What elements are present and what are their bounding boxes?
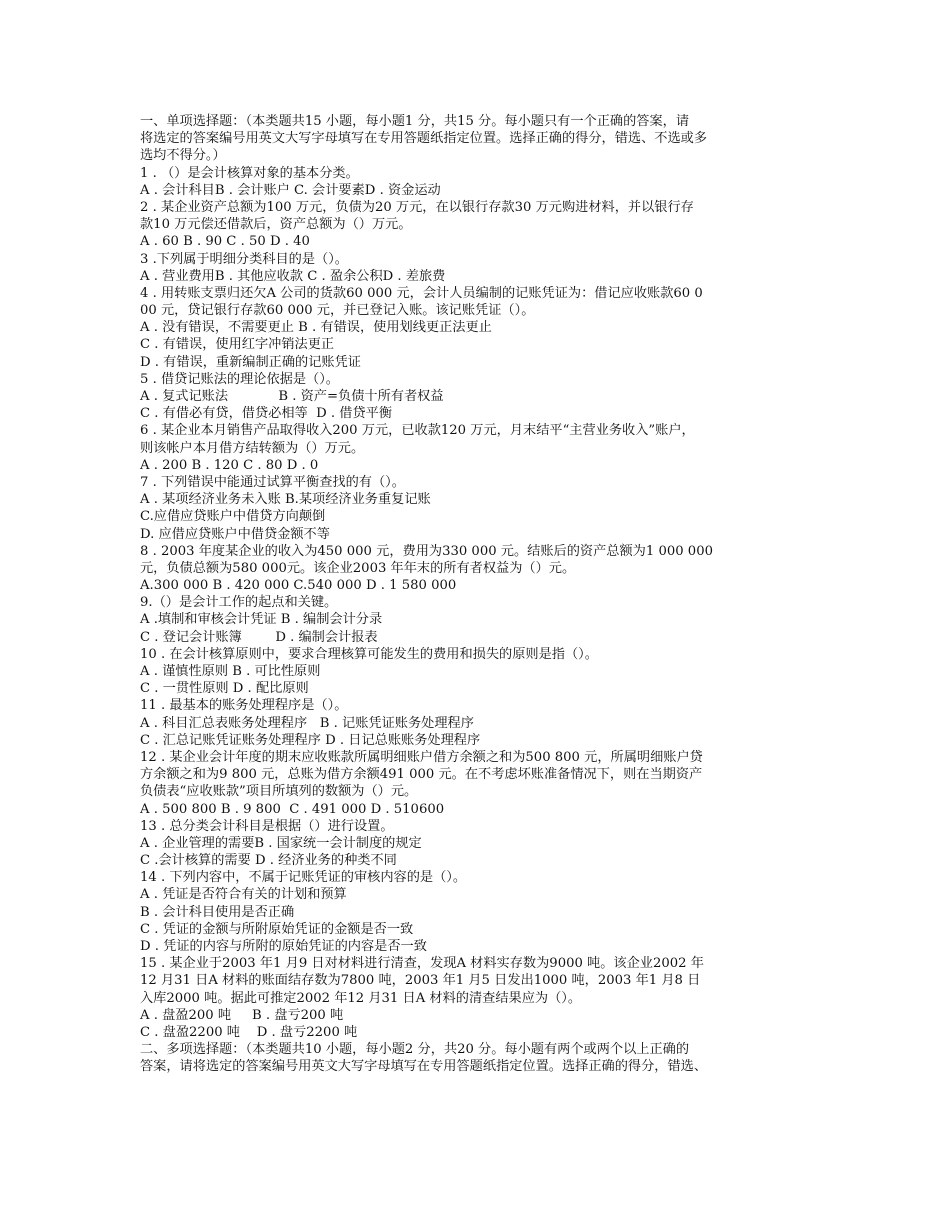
text-line: A . 营业费用B . 其他应收款 C . 盈余公积D . 差旅费	[140, 268, 446, 284]
text-line: 13 . 总分类会计科目是根据（）进行设置。	[140, 818, 394, 834]
text-line: 12 . 某企业会计年度的期末应收账款所属明细账户借方余额之和为500 800 元，所属明细账户贷	[140, 749, 703, 765]
text-line: C . 一贯性原则 D . 配比原则	[140, 681, 309, 697]
text-line: 11 . 最基本的账务处理程序是（）。	[140, 698, 348, 714]
text-line: 7 . 下列错误中能通过试算平衡查找的有（）。	[140, 474, 405, 490]
text-line: 5 . 借贷记账法的理论依据是（）。	[140, 371, 339, 387]
text-line: 00 元，贷记银行存款60 000 元，并已登记入账。该记账凭证（）。	[140, 303, 535, 319]
text-line: 答案，请将选定的答案编号用英文大写字母填写在专用答题纸指定位置。选择正确的得分，错选、	[140, 1059, 708, 1075]
text-line: 款10 万元偿还借款后，资产总额为（）万元。	[140, 217, 412, 233]
text-line: A . 200 B . 120 C . 80 D . 0	[140, 457, 319, 473]
text-line: A . 500 800 B . 9 800 C . 491 000 D . 510600	[140, 801, 445, 817]
text-line: 元，负债总额为580 000元。该企业2003 年年末的所有者权益为（）元。	[140, 560, 576, 576]
text-line: A . 会计科目B . 会计账户 C. 会计要素D . 资金运动	[140, 182, 441, 198]
text-line: C .会计核算的需要 D . 经济业务的种类不同	[140, 853, 397, 869]
text-line: A . 谨慎性原则 B . 可比性原则	[140, 664, 321, 679]
text-line: 3 .下列属于明细分类科目的是（）。	[140, 251, 348, 267]
text-line: 8 . 2003 年度某企业的收入为450 000 元，费用为330 000 元。结账后的资产总额为1 000 000	[140, 543, 713, 559]
text-line: 1 . （）是会计核算对象的基本分类。	[140, 165, 359, 181]
text-line: A . 没有错误，不需要更止 B . 有错误，使用划线更正法更止	[140, 320, 492, 336]
text-line: A . 盘盈200 吨 B . 盘亏200 吨	[140, 1007, 344, 1023]
text-line: 将选定的答案编号用英文大写字母填写在专用答题纸指定位置。选择正确的得分，错选、不选或多	[140, 131, 708, 147]
text-line: A . 科目汇总表账务处理程序 B . 记账凭证账务处理程序	[140, 715, 474, 731]
document-body	[140, 113, 820, 1076]
text-line: B . 会计科目使用是否正确	[140, 904, 295, 920]
text-line: C . 有错误，使用红字冲销法更正	[140, 337, 335, 353]
text-line: 6 . 某企业本月销售产品取得收入200 万元，已收款120 万元，月末结平“主营业务收入”账户，	[140, 423, 695, 439]
text-line: 则该帐户本月借方结转额为（）万元。	[140, 440, 365, 456]
text-line: D. 应借应贷账户中借贷金额不等	[140, 526, 330, 542]
text-line: D . 有错误，重新编制正确的记账凭证	[140, 354, 361, 370]
text-line: C.应借应贷账户中借贷方向颠倒	[140, 509, 326, 525]
text-line: 4 . 用转账支票归还欠A 公司的货款60 000 元，会计人员编制的记账凭证为：借记应收账款60 0	[140, 285, 703, 301]
text-line: 15 . 某企业于2003 年1 月9 日对材料进行清查，发现A 材料实存数为9000 吨。该企业2002 年	[140, 956, 704, 972]
text-line: C . 盘盈2200 吨 D . 盘亏2200 吨	[140, 1024, 358, 1040]
text-line: 2 . 某企业资产总额为100 万元，负债为20 万元，在以银行存款30 万元购进材料，并以银行存	[140, 199, 694, 215]
text-line: A . 60 B . 90 C . 50 D . 40	[140, 234, 310, 250]
text-line: A.300 000 B . 420 000 C.540 000 D . 1 580 000	[140, 578, 457, 594]
text-line: 10 . 在会计核算原则中，要求合理核算可能发生的费用和损失的原则是指（）。	[140, 646, 598, 662]
text-line: 一、单项选择题：（本类题共15 小题，每小题1 分，共15 分。每小题只有一个正确的答案，请	[140, 114, 690, 129]
text-line: 入库2000 吨。据此可推定2002 年12 月31 日A 材料的清查结果应为（）。	[140, 990, 582, 1006]
text-line: 14 . 下列内容中，不属于记账凭证的审核内容的是（）。	[140, 870, 467, 886]
text-line: C . 登记会计账簿 D . 编制会计报表	[140, 629, 378, 645]
text-line: 12 月31 日A 材料的账面结存数为7800 吨，2003 年1 月5 日发出1000 吨，2003 年1 月8 日	[140, 973, 701, 989]
text-line: A . 凭证是否符合有关的计划和预算	[140, 887, 347, 903]
text-line: C . 汇总记账凭证账务处理程序 D . 日记总账账务处理程序	[140, 732, 481, 748]
text-line: 9.（）是会计工作的起点和关键。	[140, 595, 338, 611]
text-line: D . 凭证的内容与所附的原始凭证的内容是否一致	[140, 939, 427, 954]
text-line: 方余额之和为9 800 元，总账为借方余额491 000 元。在不考虑坏账准备情况下，则在当期资产	[140, 767, 703, 783]
text-line: 负债表“应收账款”项目所填列的数额为（）元。	[140, 784, 418, 800]
text-line: A .填制和审核会计凭证 B . 编制会计分录	[140, 612, 383, 628]
text-line: 二、多项选择题：（本类题共10 小题，每小题2 分，共20 分。每小题有两个或两个以上正确的	[140, 1042, 690, 1058]
text-line: C . 有借必有贷，借贷必相等 D . 借贷平衡	[140, 406, 393, 422]
text-line: A . 企业管理的需要B . 国家统一会计制度的规定	[140, 835, 422, 851]
text-line: A . 某项经济业务未入账 B.某项经济业务重复记账	[140, 492, 431, 508]
text-line: C . 凭证的金额与所附原始凭证的金额是否一致	[140, 921, 414, 937]
text-line: A . 复式记账法 B . 资产=负债十所有者权益	[140, 389, 444, 404]
text-line: 选均不得分。）	[140, 148, 226, 164]
